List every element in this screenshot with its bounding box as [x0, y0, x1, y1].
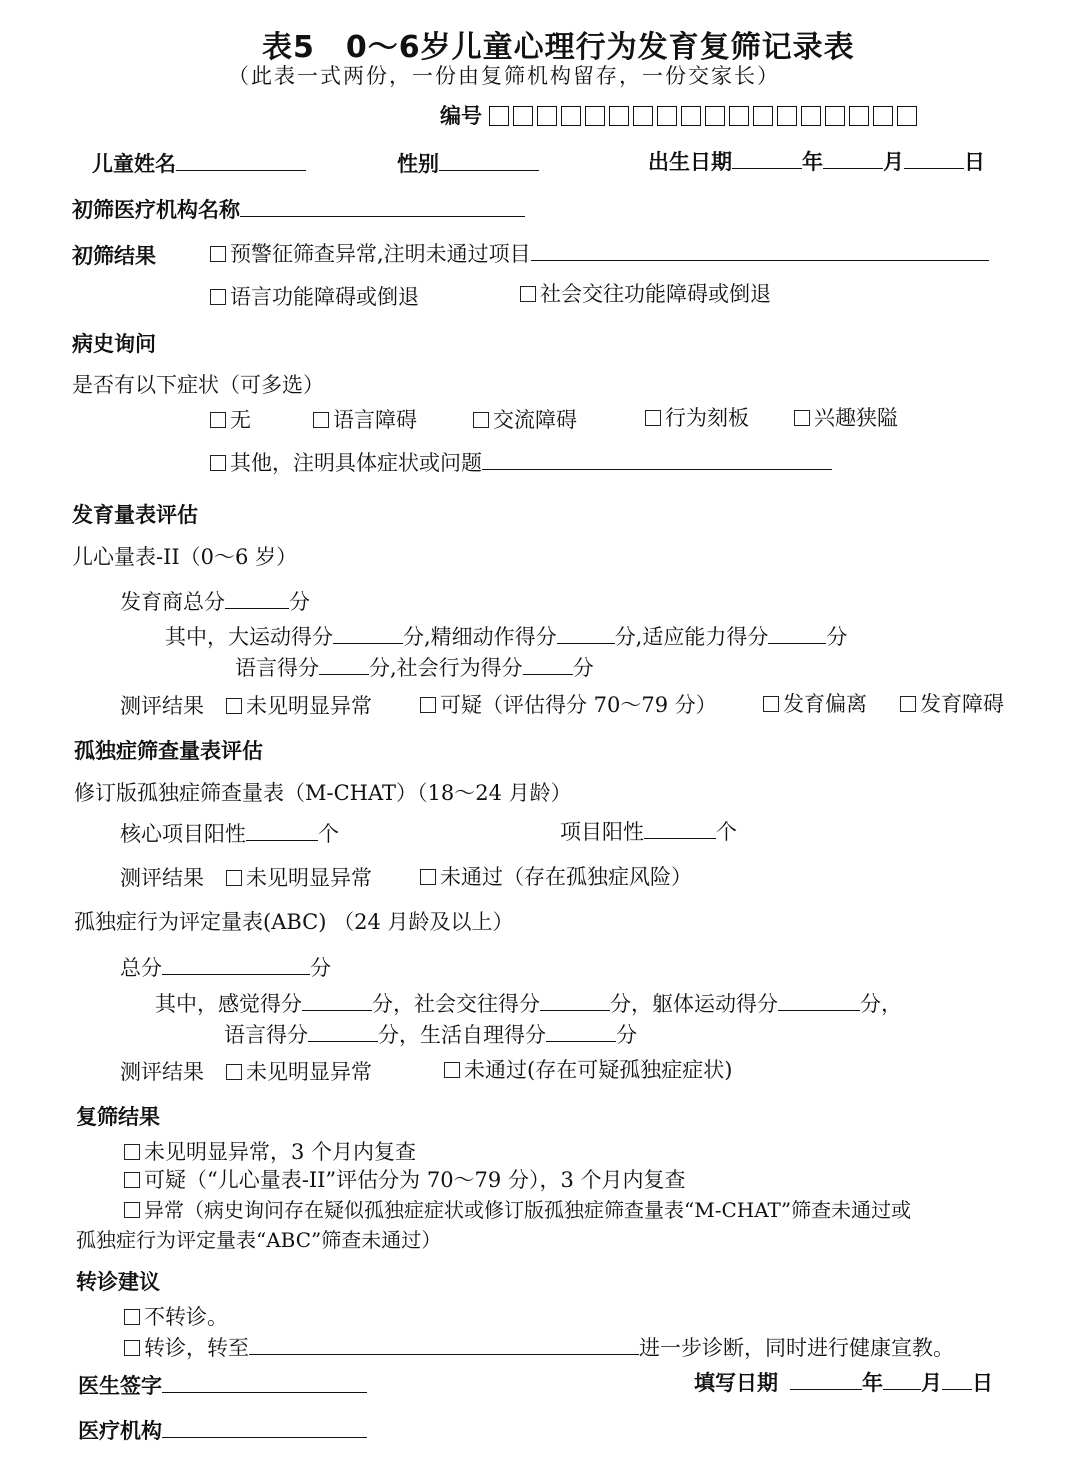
referral-target-field[interactable]	[249, 1336, 639, 1355]
doctor-row	[78, 1370, 367, 1400]
item-positive-label: 项目阳性	[560, 820, 644, 844]
unit-label: 分，	[860, 992, 902, 1016]
checkbox-none[interactable]	[210, 412, 226, 428]
dob-month-field[interactable]	[823, 150, 883, 169]
abc-result-fail	[444, 1054, 732, 1084]
referral-no	[124, 1301, 228, 1331]
dq-total-label: 发育商总分	[120, 590, 225, 614]
id-digit-box[interactable]	[585, 106, 605, 126]
referral-yes	[124, 1332, 954, 1362]
org-row	[78, 1415, 367, 1445]
id-digit-box[interactable]	[657, 106, 677, 126]
year-label: 年	[862, 1371, 883, 1395]
history-opt-stereotyped	[645, 402, 749, 432]
abc-line1	[155, 988, 902, 1018]
id-digit-box[interactable]	[897, 106, 917, 126]
id-digit-box[interactable]	[825, 106, 845, 126]
dob-label: 出生日期	[648, 150, 732, 174]
social-label: 分，社会交往得分	[372, 992, 540, 1016]
gender-label: 性别	[397, 152, 439, 176]
id-digit-box[interactable]	[801, 106, 821, 126]
mchat-title: 修订版孤独症筛查量表（M-CHAT）（18～24 月龄）	[74, 781, 572, 805]
dev-total-row	[120, 586, 310, 616]
mchat-result-fail	[420, 861, 692, 891]
fill-date-label: 填写日期	[694, 1371, 778, 1395]
id-digit-box[interactable]	[705, 106, 725, 126]
init-result-opt3	[520, 278, 771, 308]
history-opt-narrow-interest	[794, 402, 898, 432]
history-title: 病史询问	[72, 332, 156, 356]
history-opt-communication	[473, 404, 577, 434]
self-care-label: 分，生活自理得分	[378, 1023, 546, 1047]
unit-label: 分	[572, 656, 594, 680]
failed-items-field[interactable]	[531, 242, 989, 261]
checkbox-mchat-normal[interactable]	[226, 870, 242, 886]
language-score-label: 语言得分	[235, 656, 319, 680]
checkbox-rescreen-normal[interactable]	[124, 1144, 140, 1160]
checkbox-dev-suspect[interactable]	[420, 697, 436, 713]
opt-label: 发育偏离	[783, 692, 867, 716]
dob-day-field[interactable]	[904, 150, 964, 169]
dev-result-deviation	[763, 688, 867, 718]
init-result-opt1	[210, 238, 989, 268]
checkbox-dev-deviation[interactable]	[763, 696, 779, 712]
opt-label: 社会交往功能障碍或倒退	[540, 282, 771, 306]
dob-day-label: 日	[964, 150, 985, 174]
init-org-label: 初筛医疗机构名称	[72, 198, 240, 222]
doctor-signature-label: 医生签字	[78, 1374, 162, 1398]
checkbox-referral[interactable]	[124, 1340, 140, 1356]
rescreen-title: 复筛结果	[76, 1105, 160, 1129]
abc-line2	[224, 1019, 637, 1049]
checkbox-rescreen-abnormal[interactable]	[124, 1202, 140, 1218]
child-name-label: 儿童姓名	[92, 152, 176, 176]
rescreen-r1	[124, 1136, 416, 1166]
fill-date-row	[694, 1367, 993, 1397]
unit-label: 分	[616, 1023, 637, 1047]
abc-total-field[interactable]	[162, 956, 310, 975]
id-digit-box[interactable]	[777, 106, 797, 126]
abc-language-label: 语言得分	[224, 1023, 308, 1047]
fine-motor-label: 分,精细动作得分	[403, 625, 557, 649]
history-other	[210, 447, 832, 477]
body-motor-label: 分，躯体运动得分	[610, 992, 778, 1016]
referral-tail: 进一步诊断，同时进行健康宣教。	[639, 1336, 954, 1360]
checkbox-communication[interactable]	[473, 412, 489, 428]
social-behavior-field[interactable]	[523, 656, 573, 675]
autism-title: 孤独症筛查量表评估	[74, 739, 263, 763]
dob-month-label: 月	[883, 150, 904, 174]
dob-year-field[interactable]	[732, 150, 802, 169]
id-digit-box[interactable]	[681, 106, 701, 126]
gender-field[interactable]	[439, 152, 539, 171]
opt-label: 未见明显异常，3 个月内复查	[144, 1140, 417, 1164]
other-symptom-field[interactable]	[482, 451, 832, 470]
opt-label: 交流障碍	[493, 408, 577, 432]
id-label: 编号	[440, 104, 482, 128]
history-question: 是否有以下症状（可多选）	[72, 373, 324, 397]
id-digit-box[interactable]	[609, 106, 629, 126]
id-digit-box[interactable]	[513, 106, 533, 126]
dev-title: 发育量表评估	[72, 503, 198, 527]
dev-scale-name: 儿心量表-II（0～6 岁）	[72, 545, 298, 569]
fill-month-field[interactable]	[883, 1371, 921, 1390]
opt-label: 不转诊。	[144, 1305, 228, 1329]
opt-label: 可疑（评估得分 70～79 分）	[440, 693, 717, 717]
dob-year-label: 年	[802, 150, 823, 174]
opt-label: 兴趣狭隘	[814, 406, 898, 430]
fill-day-field[interactable]	[942, 1371, 972, 1390]
mchat-item-row	[560, 816, 737, 846]
core-positive-field[interactable]	[246, 822, 318, 841]
social-field[interactable]	[540, 992, 610, 1011]
checkbox-no-referral[interactable]	[124, 1309, 140, 1325]
dev-result-disorder	[900, 688, 1004, 718]
dev-result-normal	[226, 690, 372, 720]
abc-result-normal	[226, 1056, 372, 1086]
checkbox-mchat-fail[interactable]	[420, 869, 436, 885]
unit-label: 个	[716, 820, 737, 844]
dev-line1	[165, 621, 847, 651]
rescreen-r3-cont: 孤独症行为评定量表“ABC”筛查未通过）	[76, 1228, 442, 1252]
checkbox-other[interactable]	[210, 455, 226, 471]
child-name-field[interactable]	[176, 152, 306, 171]
opt-label: 语言功能障碍或倒退	[230, 285, 419, 309]
item-positive-field[interactable]	[644, 820, 716, 839]
id-digit-box[interactable]	[561, 106, 581, 126]
social-behavior-label: 分,社会行为得分	[369, 656, 523, 680]
core-positive-label: 核心项目阳性	[120, 822, 246, 846]
opt-label: 未见明显异常	[246, 694, 372, 718]
dq-total-field[interactable]	[225, 590, 289, 609]
dev-result-label: 测评结果	[120, 694, 204, 718]
checkbox-rescreen-suspect[interactable]	[124, 1172, 140, 1188]
language-score-field[interactable]	[319, 656, 369, 675]
checkbox-abc-normal[interactable]	[226, 1064, 242, 1080]
checkbox-dev-disorder[interactable]	[900, 696, 916, 712]
checkbox-abc-fail[interactable]	[444, 1062, 460, 1078]
checkbox-language[interactable]	[313, 412, 329, 428]
id-digit-box[interactable]	[729, 106, 749, 126]
checkbox-language-disorder[interactable]	[210, 289, 226, 305]
checkbox-stereotyped[interactable]	[645, 410, 661, 426]
unit-label: 分	[310, 956, 331, 980]
unit-label: 个	[318, 822, 339, 846]
dev-line2	[235, 652, 594, 682]
body-motor-field[interactable]	[778, 992, 860, 1011]
month-label: 月	[921, 1371, 942, 1395]
id-digit-box[interactable]	[633, 106, 653, 126]
opt-label: 异常（病史询问存在疑似孤独症症状或修订版孤独症筛查量表“M-CHAT”筛查未通过或	[144, 1198, 912, 1222]
opt-label: 未见明显异常	[246, 866, 372, 890]
rescreen-r3	[124, 1194, 911, 1223]
self-care-field[interactable]	[546, 1023, 616, 1042]
form-subtitle: （此表一式两份，一份由复筛机构留存，一份交家长）	[228, 64, 780, 88]
fill-year-field[interactable]	[790, 1371, 862, 1390]
form-title: 表5 0～6岁儿童心理行为发育复筛记录表	[262, 30, 855, 65]
init-result-opt2	[210, 281, 419, 311]
id-row	[440, 100, 921, 130]
adaptive-label: 分,适应能力得分	[614, 625, 769, 649]
unit-label: 分	[826, 625, 848, 649]
rescreen-r2	[124, 1164, 686, 1194]
opt-label: 转诊，转至	[144, 1336, 249, 1360]
fine-motor-field[interactable]	[557, 625, 615, 644]
id-digit-box[interactable]	[489, 106, 509, 126]
mchat-core-row	[120, 818, 339, 848]
doctor-signature-field[interactable]	[162, 1374, 367, 1393]
abc-title: 孤独症行为评定量表(ABC) （24 月龄及以上）	[74, 910, 514, 934]
opt-label: 未通过(存在可疑孤独症症状)	[464, 1058, 733, 1082]
opt-label: 发育障碍	[920, 692, 1004, 716]
referral-title: 转诊建议	[76, 1270, 160, 1294]
id-digit-box[interactable]	[537, 106, 557, 126]
abc-result-label: 测评结果	[120, 1060, 204, 1084]
opt-label: 可疑（“儿心量表-II”评估分为 70～79 分），3 个月内复查	[144, 1168, 686, 1192]
gender-row	[397, 148, 539, 178]
checkbox-social-disorder[interactable]	[520, 286, 536, 302]
opt-label: 无	[230, 408, 251, 432]
opt-label: 预警征筛查异常,注明未通过项目	[230, 242, 531, 266]
mchat-result-normal	[226, 862, 372, 892]
opt-label: 行为刻板	[665, 406, 749, 430]
opt-label: 语言障碍	[333, 408, 417, 432]
dev-result-suspect	[420, 689, 717, 719]
gross-motor-label: 其中，大运动得分	[165, 625, 333, 649]
id-digit-box[interactable]	[849, 106, 869, 126]
opt-label: 未见明显异常	[246, 1060, 372, 1084]
unit-label: 分	[289, 590, 310, 614]
history-opt-language	[313, 404, 417, 434]
opt-label: 其他，注明具体症状或问题	[230, 451, 482, 475]
gross-motor-field[interactable]	[333, 625, 403, 644]
id-digit-box[interactable]	[753, 106, 773, 126]
opt-label: 未通过（存在孤独症风险）	[440, 865, 692, 889]
org-label: 医疗机构	[78, 1419, 162, 1443]
history-opt-none	[210, 404, 251, 434]
sensory-label: 其中，感觉得分	[155, 992, 302, 1016]
abc-language-field[interactable]	[308, 1023, 378, 1042]
abc-total-row	[120, 952, 331, 982]
abc-total-label: 总分	[120, 956, 162, 980]
checkbox-warning-abnormal[interactable]	[210, 246, 226, 262]
org-field[interactable]	[162, 1419, 367, 1438]
checkbox-narrow-interest[interactable]	[794, 410, 810, 426]
day-label: 日	[972, 1371, 993, 1395]
init-org-field[interactable]	[240, 198, 525, 217]
init-org-row	[72, 194, 525, 224]
sensory-field[interactable]	[302, 992, 372, 1011]
adaptive-field[interactable]	[768, 625, 826, 644]
mchat-result-label: 测评结果	[120, 866, 204, 890]
id-boxes[interactable]	[489, 104, 921, 128]
dob-row	[648, 146, 985, 176]
id-digit-box[interactable]	[873, 106, 893, 126]
checkbox-dev-normal[interactable]	[226, 698, 242, 714]
init-result-label: 初筛结果	[72, 244, 156, 268]
child-name-row	[92, 148, 306, 178]
